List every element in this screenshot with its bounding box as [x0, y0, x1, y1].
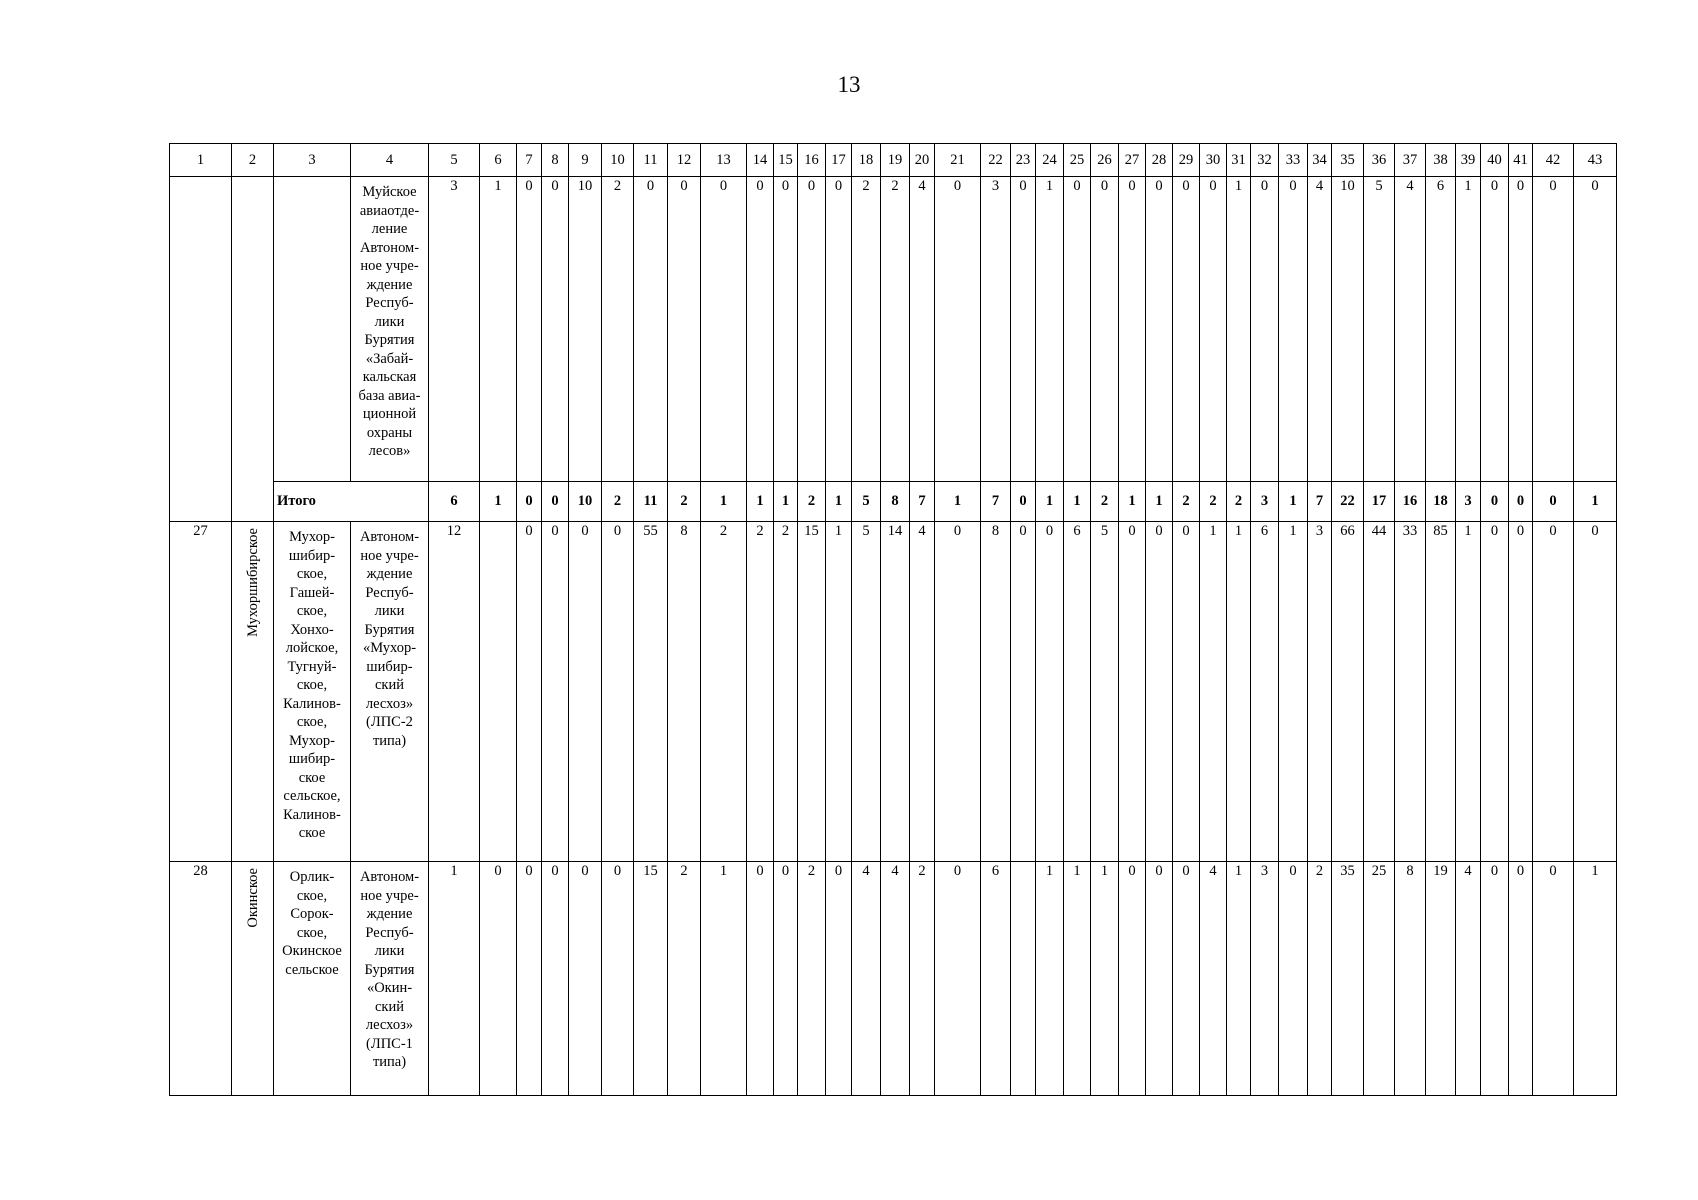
value-cell: 8 — [981, 522, 1011, 862]
header-cell: 4 — [351, 144, 429, 177]
organization-cell: Автоном- ное учре- ждение Респуб- лики Бурятия «Окин- ский лесхоз» (ЛПС-1 типа) — [351, 862, 429, 1096]
header-cell: 7 — [517, 144, 542, 177]
organization-cell: Муйское авиаотде- ление Автоном- ное учре- ждение Респуб- лики Бурятия «Забай- кальская база авиа- ционной охраны лесов» — [351, 177, 429, 482]
value-cell: 66 — [1332, 522, 1364, 862]
value-cell: 0 — [1574, 522, 1617, 862]
district-cell — [232, 862, 274, 1096]
total-value-cell: 2 — [1227, 482, 1251, 522]
total-value-cell: 10 — [569, 482, 602, 522]
total-value-cell: 0 — [1509, 482, 1533, 522]
header-cell: 27 — [1119, 144, 1146, 177]
value-cell: 1 — [1200, 522, 1227, 862]
value-cell: 15 — [798, 522, 826, 862]
value-cell: 0 — [1509, 862, 1533, 1096]
header-cell: 42 — [1533, 144, 1574, 177]
header-row — [170, 144, 1617, 177]
value-cell — [1011, 862, 1036, 1096]
value-cell: 0 — [1146, 177, 1173, 482]
total-value-cell: 1 — [935, 482, 981, 522]
value-cell: 5 — [852, 522, 881, 862]
organization-cell: Автоном- ное учре- ждение Респуб- лики Бурятия «Мухор- шибир- ский лесхоз» (ЛПС-2 типа) — [351, 522, 429, 862]
value-cell: 0 — [480, 862, 517, 1096]
value-cell: 0 — [1064, 177, 1091, 482]
value-cell: 6 — [1251, 522, 1279, 862]
value-cell: 0 — [701, 177, 747, 482]
value-cell: 0 — [826, 862, 852, 1096]
total-value-cell: 0 — [1533, 482, 1574, 522]
table-row — [170, 177, 1617, 482]
value-cell: 0 — [634, 177, 668, 482]
header-cell: 2 — [232, 144, 274, 177]
total-value-cell: 1 — [1036, 482, 1064, 522]
header-cell: 18 — [852, 144, 881, 177]
value-cell: 1 — [1227, 177, 1251, 482]
total-value-cell: 2 — [602, 482, 634, 522]
value-cell: 10 — [1332, 177, 1364, 482]
value-cell: 0 — [1200, 177, 1227, 482]
total-value-cell: 1 — [701, 482, 747, 522]
total-value-cell: 6 — [429, 482, 480, 522]
value-cell: 6 — [981, 862, 1011, 1096]
header-cell: 36 — [1364, 144, 1395, 177]
value-cell: 4 — [1308, 177, 1332, 482]
value-cell: 1 — [429, 862, 480, 1096]
value-cell: 0 — [1481, 862, 1509, 1096]
value-cell: 1 — [1227, 522, 1251, 862]
table-row — [170, 522, 1617, 862]
header-cell: 9 — [569, 144, 602, 177]
value-cell: 2 — [774, 522, 798, 862]
value-cell: 0 — [1173, 862, 1200, 1096]
value-cell: 0 — [826, 177, 852, 482]
value-cell: 0 — [1509, 522, 1533, 862]
total-value-cell: 2 — [1173, 482, 1200, 522]
district-label-wrap — [232, 862, 273, 1095]
value-cell: 0 — [569, 862, 602, 1096]
value-cell: 0 — [1533, 522, 1574, 862]
value-cell: 2 — [852, 177, 881, 482]
total-value-cell: 8 — [881, 482, 910, 522]
value-cell: 4 — [1200, 862, 1227, 1096]
value-cell: 0 — [542, 522, 569, 862]
value-cell: 85 — [1426, 522, 1456, 862]
header-cell: 26 — [1091, 144, 1119, 177]
value-cell: 0 — [542, 862, 569, 1096]
value-cell: 1 — [701, 862, 747, 1096]
value-cell: 1 — [1227, 862, 1251, 1096]
value-cell: 0 — [1036, 522, 1064, 862]
value-cell: 1 — [1456, 177, 1481, 482]
value-cell: 0 — [1173, 177, 1200, 482]
header-cell: 30 — [1200, 144, 1227, 177]
total-value-cell: 16 — [1395, 482, 1426, 522]
total-value-cell: 2 — [1091, 482, 1119, 522]
value-cell: 35 — [1332, 862, 1364, 1096]
value-cell: 2 — [668, 862, 701, 1096]
value-cell: 2 — [1308, 862, 1332, 1096]
value-cell: 2 — [910, 862, 935, 1096]
total-value-cell: 0 — [542, 482, 569, 522]
total-value-cell: 0 — [1011, 482, 1036, 522]
district-label-wrap — [232, 522, 273, 861]
value-cell: 0 — [1279, 177, 1308, 482]
value-cell: 1 — [1279, 522, 1308, 862]
value-cell: 4 — [1395, 177, 1426, 482]
value-cell: 3 — [1308, 522, 1332, 862]
total-value-cell: 22 — [1332, 482, 1364, 522]
header-cell: 29 — [1173, 144, 1200, 177]
header-cell: 41 — [1509, 144, 1533, 177]
total-value-cell: 11 — [634, 482, 668, 522]
value-cell: 0 — [542, 177, 569, 482]
header-cell: 39 — [1456, 144, 1481, 177]
row-number-cell: 27 — [170, 522, 232, 862]
header-cell: 20 — [910, 144, 935, 177]
total-value-cell: 3 — [1251, 482, 1279, 522]
value-cell: 0 — [1146, 522, 1173, 862]
value-cell: 12 — [429, 522, 480, 862]
total-value-cell: 3 — [1456, 482, 1481, 522]
value-cell: 14 — [881, 522, 910, 862]
total-value-cell: 1 — [1279, 482, 1308, 522]
total-value-cell: 0 — [517, 482, 542, 522]
total-value-cell: 1 — [1064, 482, 1091, 522]
total-value-cell: 7 — [910, 482, 935, 522]
value-cell: 0 — [517, 522, 542, 862]
header-cell: 15 — [774, 144, 798, 177]
header-cell: 8 — [542, 144, 569, 177]
value-cell: 5 — [1091, 522, 1119, 862]
header-cell: 5 — [429, 144, 480, 177]
total-value-cell: 18 — [1426, 482, 1456, 522]
value-cell: 0 — [747, 177, 774, 482]
value-cell: 3 — [1251, 862, 1279, 1096]
total-value-cell: 2 — [1200, 482, 1227, 522]
value-cell: 3 — [981, 177, 1011, 482]
header-cell: 10 — [602, 144, 634, 177]
value-cell: 4 — [910, 177, 935, 482]
value-cell: 0 — [1509, 177, 1533, 482]
value-cell: 1 — [1036, 862, 1064, 1096]
value-cell: 4 — [881, 862, 910, 1096]
value-cell: 6 — [1426, 177, 1456, 482]
value-cell: 0 — [1011, 522, 1036, 862]
header-cell: 17 — [826, 144, 852, 177]
value-cell: 55 — [634, 522, 668, 862]
total-value-cell: 1 — [1119, 482, 1146, 522]
district-label: Мухоршибирское — [244, 528, 261, 637]
value-cell: 1 — [1091, 862, 1119, 1096]
value-cell: 1 — [1574, 862, 1617, 1096]
value-cell: 0 — [1091, 177, 1119, 482]
row-number-cell: 28 — [170, 862, 232, 1096]
value-cell: 0 — [1481, 177, 1509, 482]
header-cell: 14 — [747, 144, 774, 177]
value-cell: 10 — [569, 177, 602, 482]
value-cell: 1 — [1456, 522, 1481, 862]
header-cell: 3 — [274, 144, 351, 177]
settlement-cell: Орлик- ское, Сорок- ское, Окинское сельское — [274, 862, 351, 1096]
value-cell: 0 — [602, 522, 634, 862]
table-row — [170, 862, 1617, 1096]
total-value-cell: 2 — [798, 482, 826, 522]
value-cell: 1 — [480, 177, 517, 482]
value-cell: 0 — [935, 522, 981, 862]
header-cell: 34 — [1308, 144, 1332, 177]
value-cell: 5 — [1364, 177, 1395, 482]
value-cell: 2 — [747, 522, 774, 862]
total-value-cell: 1 — [826, 482, 852, 522]
total-row — [170, 482, 1617, 522]
header-cell: 33 — [1279, 144, 1308, 177]
value-cell: 0 — [1574, 177, 1617, 482]
value-cell: 0 — [517, 177, 542, 482]
header-cell: 35 — [1332, 144, 1364, 177]
header-cell: 23 — [1011, 144, 1036, 177]
value-cell — [480, 522, 517, 862]
value-cell: 0 — [1533, 862, 1574, 1096]
header-cell: 24 — [1036, 144, 1064, 177]
value-cell: 6 — [1064, 522, 1091, 862]
header-cell: 37 — [1395, 144, 1426, 177]
value-cell: 1 — [826, 522, 852, 862]
value-cell: 0 — [517, 862, 542, 1096]
value-cell: 0 — [1533, 177, 1574, 482]
district-label: Окинское — [244, 868, 261, 928]
value-cell: 15 — [634, 862, 668, 1096]
total-value-cell: 0 — [1481, 482, 1509, 522]
header-cell: 12 — [668, 144, 701, 177]
header-cell: 21 — [935, 144, 981, 177]
value-cell: 0 — [747, 862, 774, 1096]
district-cell — [232, 522, 274, 862]
header-cell: 25 — [1064, 144, 1091, 177]
total-label-cell: Итого — [274, 482, 429, 522]
value-cell: 0 — [1251, 177, 1279, 482]
value-cell: 0 — [1279, 862, 1308, 1096]
header-cell: 11 — [634, 144, 668, 177]
value-cell: 0 — [1119, 522, 1146, 862]
header-cell: 22 — [981, 144, 1011, 177]
value-cell: 0 — [1173, 522, 1200, 862]
header-cell: 40 — [1481, 144, 1509, 177]
total-value-cell: 1 — [1146, 482, 1173, 522]
value-cell: 0 — [774, 862, 798, 1096]
total-value-cell: 2 — [668, 482, 701, 522]
value-cell: 0 — [569, 522, 602, 862]
value-cell: 0 — [798, 177, 826, 482]
total-value-cell: 7 — [981, 482, 1011, 522]
value-cell: 19 — [1426, 862, 1456, 1096]
value-cell: 0 — [1146, 862, 1173, 1096]
value-cell: 4 — [852, 862, 881, 1096]
value-cell: 2 — [701, 522, 747, 862]
header-cell: 38 — [1426, 144, 1456, 177]
total-value-cell: 1 — [774, 482, 798, 522]
header-cell: 31 — [1227, 144, 1251, 177]
value-cell: 0 — [935, 862, 981, 1096]
value-cell: 33 — [1395, 522, 1426, 862]
page-number: 13 — [837, 72, 861, 97]
header-cell: 43 — [1574, 144, 1617, 177]
value-cell: 0 — [1119, 177, 1146, 482]
value-cell: 0 — [602, 862, 634, 1096]
value-cell: 0 — [668, 177, 701, 482]
header-cell: 6 — [480, 144, 517, 177]
value-cell: 4 — [1456, 862, 1481, 1096]
header-cell: 16 — [798, 144, 826, 177]
total-value-cell: 7 — [1308, 482, 1332, 522]
value-cell: 3 — [429, 177, 480, 482]
value-cell: 2 — [602, 177, 634, 482]
settlement-cell: Мухор- шибир- ское, Гашей- ское, Хонхо- лойское, Тугнуй- ское, Калинов- ское, Мухор- шибир- ское сельское, Калинов- ское — [274, 522, 351, 862]
total-value-cell: 17 — [1364, 482, 1395, 522]
total-value-cell: 1 — [747, 482, 774, 522]
value-cell: 0 — [1481, 522, 1509, 862]
value-cell: 0 — [774, 177, 798, 482]
value-cell: 4 — [910, 522, 935, 862]
total-value-cell: 1 — [1574, 482, 1617, 522]
row-number-cell — [170, 177, 232, 522]
value-cell: 8 — [1395, 862, 1426, 1096]
district-cell — [232, 177, 274, 522]
total-value-cell: 5 — [852, 482, 881, 522]
data-table — [169, 143, 1617, 1096]
value-cell: 1 — [1036, 177, 1064, 482]
value-cell: 25 — [1364, 862, 1395, 1096]
header-cell: 28 — [1146, 144, 1173, 177]
value-cell: 0 — [1119, 862, 1146, 1096]
header-cell: 19 — [881, 144, 910, 177]
settlement-cell — [274, 177, 351, 482]
value-cell: 2 — [881, 177, 910, 482]
total-value-cell: 1 — [480, 482, 517, 522]
header-cell: 32 — [1251, 144, 1279, 177]
value-cell: 1 — [1064, 862, 1091, 1096]
header-cell: 1 — [170, 144, 232, 177]
value-cell: 0 — [1011, 177, 1036, 482]
value-cell: 0 — [935, 177, 981, 482]
header-cell: 13 — [701, 144, 747, 177]
value-cell: 2 — [798, 862, 826, 1096]
value-cell: 8 — [668, 522, 701, 862]
value-cell: 44 — [1364, 522, 1395, 862]
